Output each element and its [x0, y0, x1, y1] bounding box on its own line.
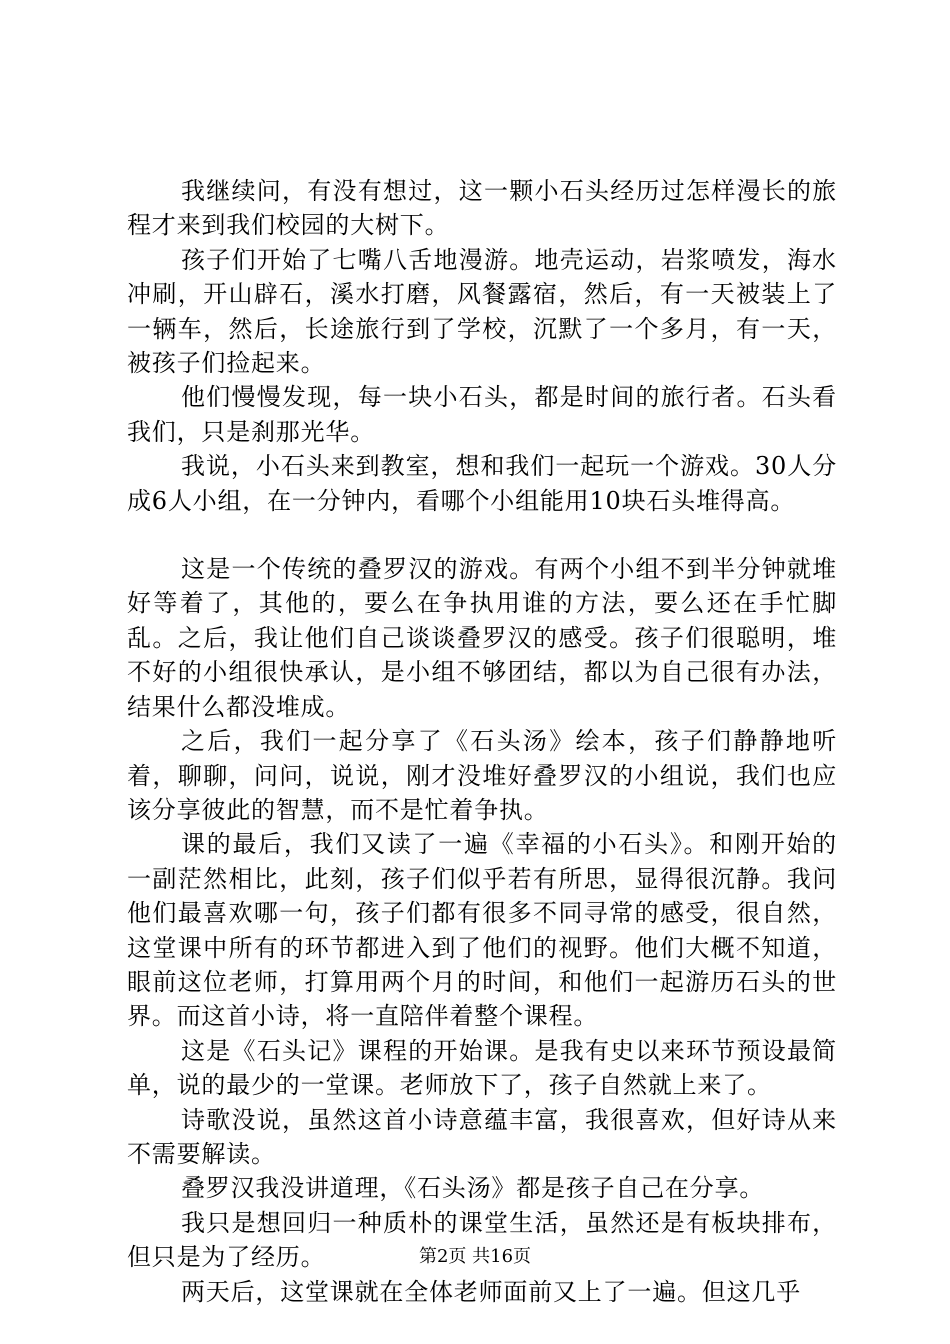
paragraph-9: 诗歌没说，虽然这首小诗意蕴丰富，我很喜欢，但好诗从来不需要解读。	[127, 1105, 837, 1168]
paragraph-12: 两天后，这堂课就在全体老师面前又上了一遍。但这几乎	[181, 1277, 801, 1306]
paragraph-10: 叠罗汉我没讲道理，《石头汤》都是孩子自己在分享。	[181, 1174, 765, 1203]
paragraph-5: 这是一个传统的叠罗汉的游戏。有两个小组不到半分钟就堆好等着了，其他的，要么在争执用谁的方法，要么还在手忙脚乱。之后，我让他们自己谈谈叠罗汉的感受。孩子们很聪明，堆不好的小组很快承认，是小组不够团结，都以为自己很有办法，结果什么都没堆成。	[127, 555, 837, 721]
paragraph-1: 我继续问，有没有想过，这一颗小石头经历过怎样漫长的旅程才来到我们校园的大树下。	[127, 177, 837, 240]
paragraph-2: 孩子们开始了七嘴八舌地漫游。地壳运动，岩浆喷发，海水冲刷，开山辟石，溪水打磨，风餐露宿，然后，有一天被装上了一辆车，然后，长途旅行到了学校，沉默了一个多月，有一天，被孩子们捡起来。	[127, 245, 837, 378]
paragraph-4: 我说，小石头来到教室，想和我们一起玩一个游戏。30人分成6人小组，在一分钟内，看哪个小组能用10块石头堆得高。	[127, 452, 837, 515]
page-footer: 第2页 共16页	[418, 1246, 532, 1267]
document-body	[127, 174, 837, 1309]
paragraph-3: 他们慢慢发现，每一块小石头，都是时间的旅行者。石头看我们，只是刹那光华。	[127, 383, 837, 446]
paragraph-8: 这是《石头记》课程的开始课。是我有史以来环节预设最简单，说的最少的一堂课。老师放下了，孩子自然就上来了。	[127, 1036, 837, 1100]
paragraph-11: 我只是想回归一种质朴的课堂生活，虽然还是有板块排布，但只是为了经历。	[127, 1208, 837, 1272]
paragraph-7: 课的最后，我们又读了一遍《幸福的小石头》。和刚开始的一副茫然相比，此刻，孩子们似乎若有所思，显得很沉静。我问他们最喜欢哪一句，孩子们都有很多不同寻常的感受，很自然，这堂课中所有的环节都进入到了他们的视野。他们大概不知道，眼前这位老师，打算用两个月的时间，和他们一起游历石头的世界。而这首小诗，将一直陪伴着整个课程。	[127, 830, 837, 1031]
paragraph-6: 之后，我们一起分享了《石头汤》绘本，孩子们静静地听着，聊聊，问问，说说，刚才没堆好叠罗汉的小组说，我们也应该分享彼此的智慧，而不是忙着争执。	[127, 727, 837, 824]
